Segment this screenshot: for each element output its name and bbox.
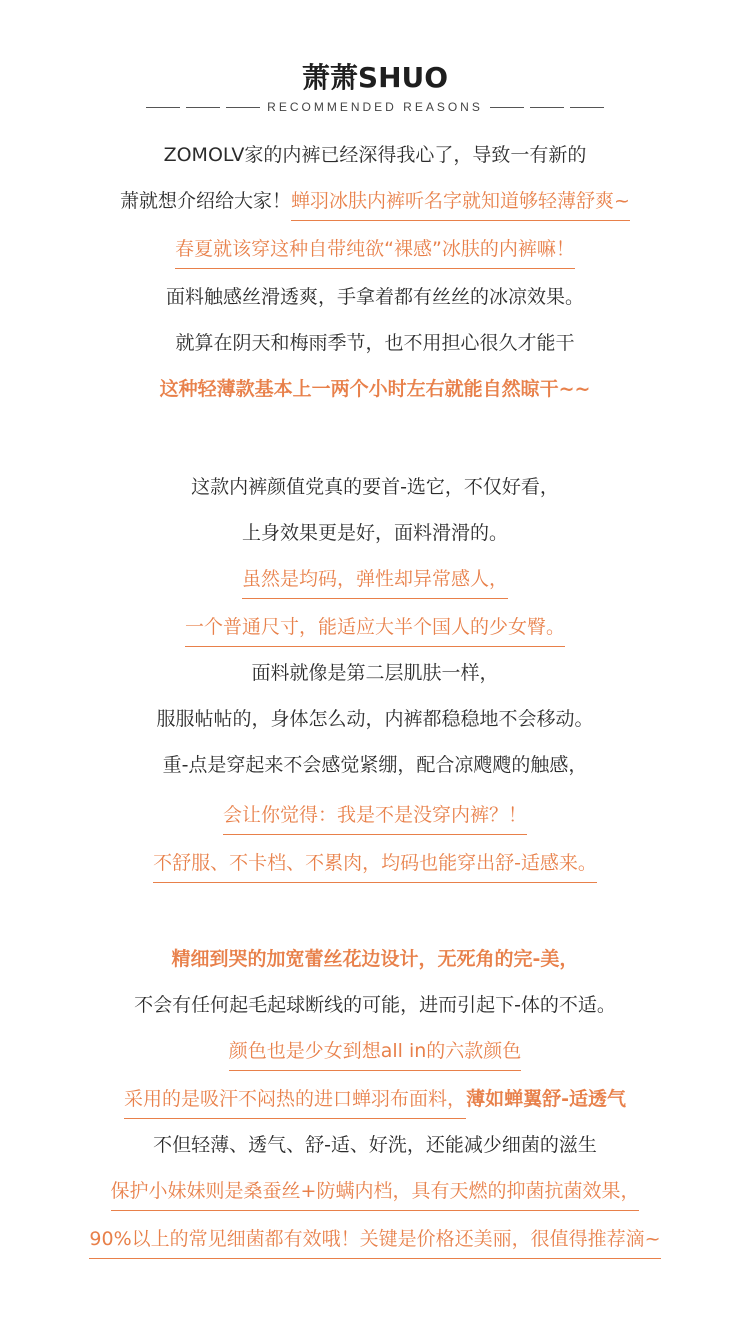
text-line xyxy=(0,472,750,502)
text-segment: 不会有任何起毛起球断线的可能，进而引起下-体的不适。 xyxy=(134,994,616,1016)
text-line xyxy=(0,282,750,312)
text-segment: 面料触感丝滑透爽，手拿着都有丝丝的冰凉效果。 xyxy=(165,286,584,308)
text-segment: 这种轻薄款基本上一两个小时左右就能自然晾干~~ xyxy=(159,378,591,400)
text-segment: 虽然是均码，弹性却异常感人， xyxy=(242,564,508,599)
text-segment: 采用的是吸汗不闷热的进口蝉羽布面料， xyxy=(124,1084,466,1119)
text-segment: 薄如蝉翼舒-适透气 xyxy=(466,1088,626,1110)
divider-dash xyxy=(530,107,564,108)
divider-dash xyxy=(570,107,604,108)
text-line xyxy=(0,800,750,830)
page-subtitle: RECOMMENDED REASONS xyxy=(267,100,483,114)
text-segment: 不舒服、不卡档、不累肉，均码也能穿出舒-适感来。 xyxy=(153,848,597,883)
divider-dash xyxy=(186,107,220,108)
divider-dash xyxy=(226,107,260,108)
text-line xyxy=(0,750,750,780)
page-title: 萧萧SHUO xyxy=(301,61,449,94)
text-line xyxy=(0,374,750,404)
text-segment: 萧就想介绍给大家！ xyxy=(120,190,292,212)
text-segment: 服服帖帖的，身体怎么动，内裤都稳稳地不会移动。 xyxy=(156,708,594,730)
text-segment: 就算在阴天和梅雨季节，也不用担心很久才能干 xyxy=(175,332,575,354)
text-line xyxy=(0,658,750,688)
text-line xyxy=(0,1224,750,1254)
text-segment: 保护小妹妹则是桑蚕丝+防螨内档，具有天燃的抑菌抗菌效果， xyxy=(111,1176,640,1211)
text-segment: 90%以上的常见细菌都有效哦！关键是价格还美丽，很值得推荐滴~ xyxy=(89,1224,660,1259)
text-line xyxy=(0,1176,750,1206)
text-line xyxy=(0,612,750,642)
divider-dash xyxy=(146,107,180,108)
text-line xyxy=(0,518,750,548)
text-segment: 精细到哭的加宽蕾丝花边设计，无死角的完-美， xyxy=(171,948,579,970)
text-line xyxy=(0,848,750,878)
text-segment: 春夏就该穿这种自带纯欲“裸感”冰肤的内裤嘛！ xyxy=(175,234,575,269)
text-line xyxy=(0,234,750,264)
text-line xyxy=(0,140,750,170)
text-line xyxy=(0,1036,750,1066)
text-segment: 一个普通尺寸，能适应大半个国人的少女臀。 xyxy=(185,612,565,647)
text-line xyxy=(0,990,750,1020)
text-segment: 不但轻薄、透气、舒-适、好洗，还能减少细菌的滋生 xyxy=(153,1134,597,1156)
text-line xyxy=(0,564,750,594)
text-line xyxy=(0,1130,750,1160)
text-segment: 这款内裤颜值党真的要首-选它，不仅好看， xyxy=(191,476,559,498)
text-segment: 上身效果更是好，面料滑滑的。 xyxy=(241,522,508,544)
text-line xyxy=(0,328,750,358)
text-segment: 面料就像是第二层肌肤一样， xyxy=(251,662,499,684)
text-line xyxy=(0,1084,750,1114)
divider-dash xyxy=(490,107,524,108)
text-segment: 会让你觉得：我是不是没穿内裤？！ xyxy=(223,800,527,835)
text-line xyxy=(0,944,750,974)
text-line xyxy=(0,186,750,216)
text-segment: 颜色也是少女到想all in的六款颜色 xyxy=(229,1036,522,1071)
text-line xyxy=(0,704,750,734)
subtitle-row xyxy=(0,98,750,116)
text-segment: 重-点是穿起来不会感觉紧绷，配合凉飕飕的触感， xyxy=(162,754,588,776)
text-segment: ZOMOLV家的内裤已经深得我心了，导致一有新的 xyxy=(163,144,587,166)
text-segment: 蝉羽冰肤内裤听名字就知道够轻薄舒爽~ xyxy=(291,186,630,221)
